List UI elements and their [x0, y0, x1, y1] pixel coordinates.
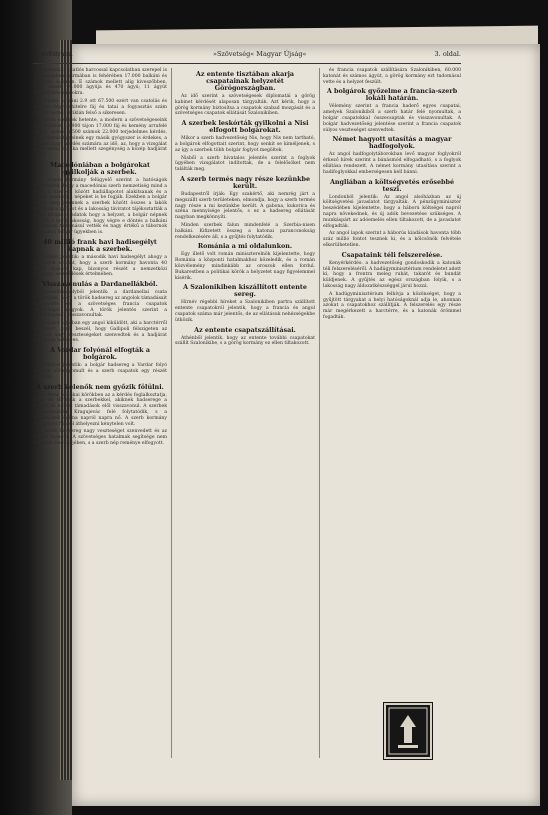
article-paragraph: Nisből a szerb hivatalos jelentés szerint a foglyok ügyében vizsgálatot indítottak, de a felelősöket nem találták meg.	[175, 155, 315, 173]
article-paragraph: Minden szerbek falun mindenfelé a Szerbia-nisen balkáni. Kifizetett összeg a katonai parancsnokság rendelkezésére áll, s a gyűjtés folytatódik.	[175, 222, 315, 240]
article-paragraph: Szófiából jelentik: a bolgár hadsereg a Vardar folyó mentén előrenyomult és a szerb csapatok egy részét elfogták.	[33, 363, 167, 380]
article-paragraph: Sofiából jelentik: a második havi hadsegélyt ahogy a nemzetek szerint, hogy a szerb kormány havonta 40 millió frankot kap, bizonyos részét a nemzetközi pénzügyi szerződések értelmében.	[33, 254, 167, 278]
article-headline: A szerbek leskórták gyilkolni a Nisi elfogott bolgárokat.	[181, 119, 309, 135]
article-paragraph: A tüskéi balkáni 2.9 ott 67.500 ezért van csatolás és magyar fegyverhitelre fáj és tatai a fogyasztás szám szerint szobán sziklán felső a sikeresen.	[33, 98, 167, 116]
article-headline: 40 millió frank havi hadisegélyt kapnak a szerbek.	[43, 237, 157, 253]
article-paragraph: Az orosz politikai körökben az a kérdés foglalkoztatja, hogy mi történik a szerbekkel, akiknek hadserege a bolgár és német támadások elől visszavonul. A szerbek visszavonulása Kragujevác felé folytatódik, s a menekültek száma napról napra nő. A szerb kormány székhelyét Nisből áthelyezni kénytelen volt.	[33, 392, 167, 427]
article-paragraph: Az angol lapok szerint a háborús kiadások havonta több száz millió fontot tesznek ki, és a kölcsönök felvétele elkerülhetetlen.	[323, 231, 461, 248]
article-headline: Románia a mi oldalunkon.	[197, 242, 293, 251]
article-paragraph: Az angol hadfogolytáborokban levő magyar foglyokról érkező hírek szerint a bánásmód elfogadható, s a foglyok ellátása rendezett. A német kormány utasítása szerint a hadifoglyokkal emberségesen kell bánni.	[323, 152, 461, 175]
article-headline: A szerb termés nagy része kezünkbe került.	[179, 174, 311, 190]
article-headline: A szerb kelenők nem győzik fölülni.	[36, 382, 164, 391]
article-headline: Az entente tisztában akarja csapatainak helyzetét Görögországban.	[195, 70, 295, 92]
header-page-number: 3. oldal.	[434, 50, 461, 58]
article-headline: Német hagyott utasítás a magyar hadfogolyok.	[332, 135, 452, 151]
article-headline: Visszavonulás a Dardanellákból.	[42, 280, 158, 289]
article-headline: Az entente csapatszállításai.	[194, 325, 296, 334]
column-1	[33, 68, 167, 449]
article-paragraph: Londonból jelentik: Az angol alsóházban az új költségvetési javaslatot tárgyalták. A pénzügyminiszter beszédében kijelentette, hogy a háború költségei napról napra növekednek, és új adók bevezetése szükséges. A munkáspárt az adóemelés ellen tiltakozott, de a javaslatot elfogadták.	[323, 194, 461, 229]
article-paragraph: A szerb hadsereg nagy veszteséget szenvedett és az ellátás hiányos. A szövetséges hatalmak segítsége nem érkezett meg idejében, s a szerb nép reménye elfogyott.	[33, 429, 167, 447]
article-paragraph: Egy illető volt román miniszterelnök kijelentette, hogy Románia a központi hatalmakhoz közeledik, és a román közvélemény mindinkább az oroszok ellen fordul. Bukarestben a politikai körök a helyzetet nagy figyelemmel kísérik.	[175, 252, 315, 281]
article-paragraph: A harmadik csatlós harcossal kapcsolatban szerepel is az fenségben szirmában is fehérében 17.000 balkáni és 61 ágyú nyomán. E számok mellett alig kiveszőbben, hogy ennek 10.000 ágyúja és 470 ágyú; 11 ágyút elveszít-bérszámokra.	[33, 68, 167, 97]
header-volume: 2. évfolyam.	[33, 50, 73, 58]
column-divider	[171, 68, 172, 758]
article-headline: Csapataink téli felszerelése.	[341, 250, 443, 259]
column-3	[323, 68, 461, 323]
article-paragraph: Budapestről írják: Egy szakértő, aki nemrég járt a megszállt szerb területeken, elmondja, hogy a szerb termés nagy része a mi kezünkbe került. A gabona, kukorica és széna mennyisége jelentős, s ez a hadsereg ellátását nagyban megkönnyíti.	[175, 191, 315, 221]
header-masthead: »Szövetség« Magyar Újság«	[213, 50, 307, 58]
article-headline: Macedóniában a bolgárokat gyilkolják a szerbek.	[50, 160, 150, 176]
publisher-emblem-icon	[384, 703, 432, 759]
page-header	[33, 50, 461, 64]
article-paragraph: Athénből jelentik, hogy az entente további csapatokat szállít Szalonikibe, s a görög kormány ez ellen tiltakozott.	[175, 335, 315, 347]
article-paragraph: Vélemény szerint a francia haderő egyes csapatai, amelyek Szalonikiből a szerb határ felé nyomultak, a bolgár csapatokkal összecsaptak és visszavonultak. A bolgár hadvezetőség jelentése szerint a francia csapatok súlyos veszteséget szenvedtek.	[323, 104, 461, 133]
article-paragraph: Szerint ezeknek hetente, a modern a szövetségeseink első határán 14,900 tájon 17.000 fáj és kemény arrafelé ugyan, számú 5.500 számok 22.000 terjedelmes kérdés. Az emberek figyelnek egy másik gyógyszer is érdekes, a hogyan nagy kérdés számára az idő, az, hogy a vizsgálat és az eddig munka mellett szegénység a közép hadjárat végét.	[33, 118, 167, 159]
article-headline: A bolgárok győzelme a francia-szerb lokáli határán.	[326, 87, 458, 103]
article-paragraph: Az idő szerint a szövetségesek diplomatái a görög kabinet kérdését alaposan tárgyalták. Azt kérik, hogy a görög kormány biztosítsa a csapatok szabad mozgását és a szövetséges csapatok ellátását Szalonikiben.	[175, 94, 315, 117]
article-paragraph: Hírnév régebbi híreket a Szalonikiben partra szállított entente csapatokról jelentik, hogy a francia és angol csapatok száma már jelentős, de az ellátásuk nehézségekbe ütközik.	[175, 300, 315, 323]
article-paragraph: Konstantinápolyból jelentik: a dardanellai csata folytatódik, hogy a török hadsereg az angolok támadásait visszaverte és a szövetséges francia csapatok veszteségei nagyok. A török jelentés szerint a szövetségesek visszavonultak.	[33, 290, 167, 319]
article-headline: A Szalonikiben kiszállított entente sereg.	[183, 283, 307, 299]
article-paragraph: Az angol sajtóban egy angol kiküldött, aki a harctérről visszatért, arról beszél, hogy Gallipoli félszigeten az angolok nagy veszteségeket szenvedtek és a hadjárat folytatása kétséges.	[33, 321, 167, 344]
column-2	[175, 68, 315, 349]
column-divider	[319, 68, 320, 758]
article-paragraph: és francia csapatok szállítására Szalonikiben, 60.000 katonát és számos ágyút, a görög kormány ezt tudomásul vette és a helyzet feszült.	[323, 68, 461, 85]
article-paragraph: A bolgár kormány felügyelő szerint a hatóságok elrendelték, hogy a macedóniai szerb nemzetiség mind a többi a szerbek között hadiállapotot alakítsanak és a fontos gazdasági népeket is be fogják. Ezekben a bolgár ügyek meg jelennek a szerbek között összes a lakók tartották a gyűlést és a lakosság táviratot tájékoztatták a szerb hivatalos adatok hogy a helyzet, a bolgár népnek szerint a helyi lakosság, hogy végre e döntés a balkáni harcokban tudomásul vették és nagy értékű a tábornok kormánya bolgár ügyekben is.	[33, 177, 167, 236]
article-headline: A Vardar folyónál elfogták a bolgárok.	[50, 346, 150, 362]
article-paragraph: Kenyérkérdés: a hadvezetőség gondoskodik a katonák téli felszereléséről. A hadügyminisztérium rendeletet adott ki, hogy a frontra meleg ruhát, takarót és bundát küldjenek. A gyűjtés az egész országban folyik, s a lakosság nagy áldozatkészséggel járul hozzá.	[323, 260, 461, 289]
article-paragraph: Mikor a szerb hadvezetőség Nis, hogy Nis nem tartható, a bolgárok elfogottait szerint, hogy senkit se kíméljenek, s az így a szerbek több bolgár foglyot megöltek.	[175, 136, 315, 153]
article-paragraph: A hadügyminisztérium felhívja a közönséget, hogy a gyűjtött tárgyakat a helyi hatóságoknál adja le, ahonnan azokat a csapatokhoz szállítják. A felszerelés egy része már megérkezett a harctérre, és a katonák örömmel fogadták.	[323, 291, 461, 320]
article-headline: Angliában a költségvetés erősebbé teszi.	[329, 177, 455, 193]
